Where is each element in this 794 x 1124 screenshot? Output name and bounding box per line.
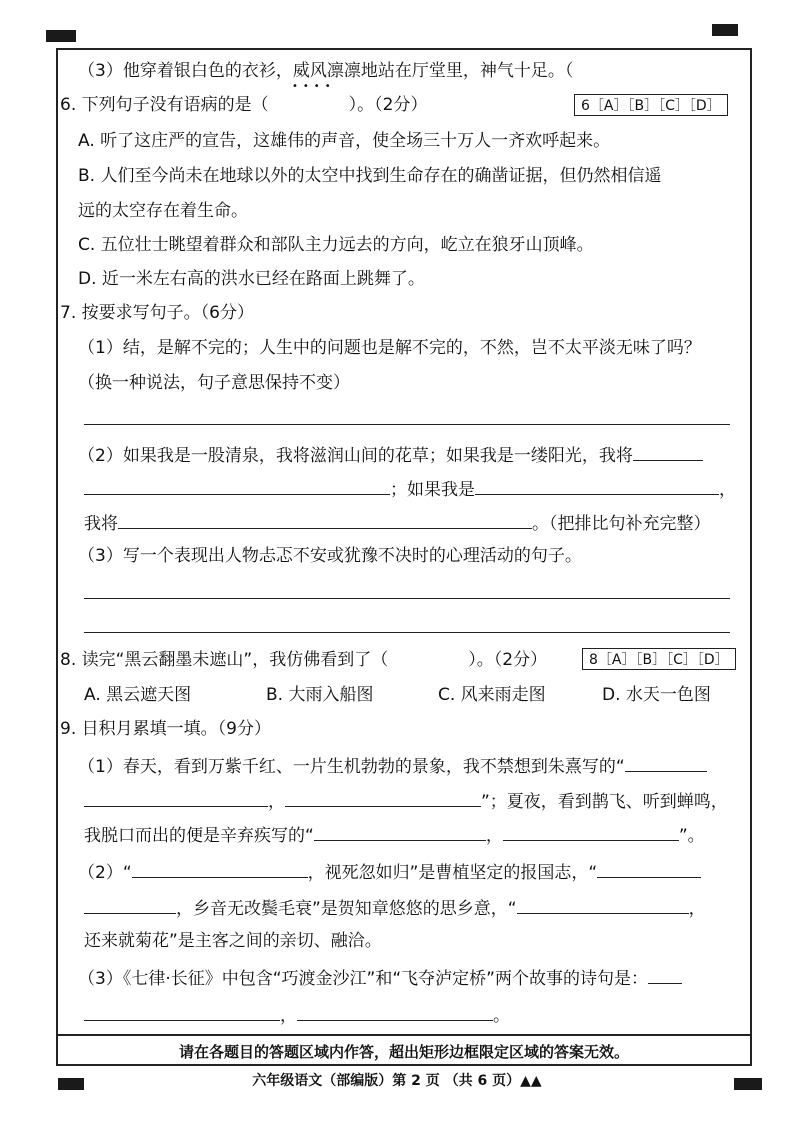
q9-item3-blank3[interactable] — [297, 1002, 493, 1021]
q9-item2-blank4[interactable] — [517, 895, 689, 914]
q7-item2-blank1[interactable] — [633, 442, 703, 461]
q9-item1-blank1[interactable] — [625, 753, 707, 772]
q9-item2-line1: （2）“ ，视死忽如归”是曹植坚定的报国志，“ — [78, 859, 701, 884]
notice-text: 请在各题目的答题区域内作答，超出矩形边框限定区域的答案无效。 — [178, 1042, 629, 1061]
q9-item1-blank4[interactable] — [314, 822, 486, 841]
q9-item1-line1: （1）春天，看到万紫千红、一片生机勃勃的景象，我不禁想到朱熹写的“ — [78, 753, 707, 778]
q9-item2-blank1[interactable] — [132, 859, 308, 878]
q7-item2-blank4[interactable] — [118, 510, 532, 529]
q9-item1-line3: 我脱口而出的便是辛弃疾写的“ ， ”。 — [84, 822, 705, 847]
q7-item1-line2: （换一种说法，句子意思保持不变） — [78, 373, 350, 393]
q8-option-b: B. 大雨入船图 — [266, 685, 374, 705]
q9-item1-blank5[interactable] — [503, 822, 679, 841]
q8-option-a: A. 黑云遮天图 — [84, 685, 192, 705]
q7-item1-answer-line[interactable] — [84, 424, 730, 425]
q7-item2-line3: 我将 。（把排比句补充完整） — [84, 510, 711, 535]
q7-item2-blank2[interactable] — [84, 476, 390, 495]
q8-option-c: C. 风来雨走图 — [438, 685, 546, 705]
q9-item2-blank3[interactable] — [84, 895, 176, 914]
q8-stem: 8. 读完“黑云翻墨未遮山”，我仿佛看到了（ ）。（2分） — [60, 650, 548, 670]
q9-item1-blank2[interactable] — [84, 788, 268, 807]
q7-item2-line1: （2）如果我是一股清泉，我将滋润山间的花草；如果我是一缕阳光，我将 — [78, 442, 703, 467]
q9-item3-blank1[interactable] — [648, 965, 682, 984]
q7-item3-answer-line1[interactable] — [84, 598, 730, 599]
q7-item2-line2: ；如果我是 ， — [84, 476, 736, 501]
registration-mark-top-left — [46, 30, 76, 42]
q5-item3: （3）他穿着银白色的衣衫，威风凛凛地站在厅堂里，神气十足。（ — [78, 61, 574, 81]
registration-mark-top-right — [712, 24, 738, 36]
q8-answer-box[interactable]: 8［A］［B］［C］［D］ — [582, 648, 736, 670]
q6-option-d: D. 近一米左右高的洪水已经在路面上跳舞了。 — [78, 269, 425, 289]
q9-item1-line2: ， ”；夏夜，看到鹊飞、听到蝉鸣， — [84, 788, 728, 813]
q9-item2-blank2[interactable] — [597, 859, 701, 878]
q9-item2-line3: 还来就菊花”是主客之间的亲切、融洽。 — [84, 931, 382, 951]
q8-option-d: D. 水天一色图 — [602, 685, 711, 705]
q9-item3-line2: ， 。 — [84, 1002, 510, 1027]
page-info: 六年级语文（部编版）第 2 页 （共 6 页）▲▲ — [252, 1073, 542, 1089]
q6-answer-box[interactable]: 6［A］［B］［C］［D］ — [574, 94, 728, 116]
q9-item3-line1: （3）《七律·长征》中包含“巧渡金沙江”和“飞夺泸定桥”两个故事的诗句是： — [78, 965, 682, 990]
answer-area-notice — [56, 1034, 752, 1066]
q9-item1-blank3[interactable] — [285, 788, 481, 807]
q6-option-b-line1: B. 人们至今尚未在地球以外的太空中找到生命存在的确凿证据，但仍然相信遥 — [78, 166, 662, 186]
q7-item2-blank3[interactable] — [475, 476, 719, 495]
q6-option-a: A. 听了这庄严的宣告，这雄伟的声音，使全场三十万人一齐欢呼起来。 — [78, 131, 611, 151]
q9-stem: 9. 日积月累填一填。（9分） — [60, 719, 271, 739]
emphasis-dots: •••• — [292, 81, 336, 92]
q7-stem: 7. 按要求写句子。（6分） — [60, 303, 254, 323]
q7-item3: （3）写一个表现出人物忐忑不安或犹豫不决时的心理活动的句子。 — [78, 546, 582, 566]
q6-stem: 6. 下列句子没有语病的是（ ）。（2分） — [60, 95, 428, 115]
q6-option-b-line2: 远的太空存在着生命。 — [78, 201, 248, 221]
q9-item2-line2: ，乡音无改鬓毛衰”是贺知章悠悠的思乡意，“ ， — [84, 895, 706, 920]
q6-option-c: C. 五位壮士眺望着群众和部队主力远去的方向，屹立在狼牙山顶峰。 — [78, 235, 594, 255]
q7-item1-line1: （1）结，是解不完的；人生中的问题也是解不完的，不然，岂不太平淡无味了吗？ — [78, 338, 701, 358]
q9-item3-blank2[interactable] — [84, 1002, 280, 1021]
q7-item3-answer-line2[interactable] — [84, 632, 730, 633]
